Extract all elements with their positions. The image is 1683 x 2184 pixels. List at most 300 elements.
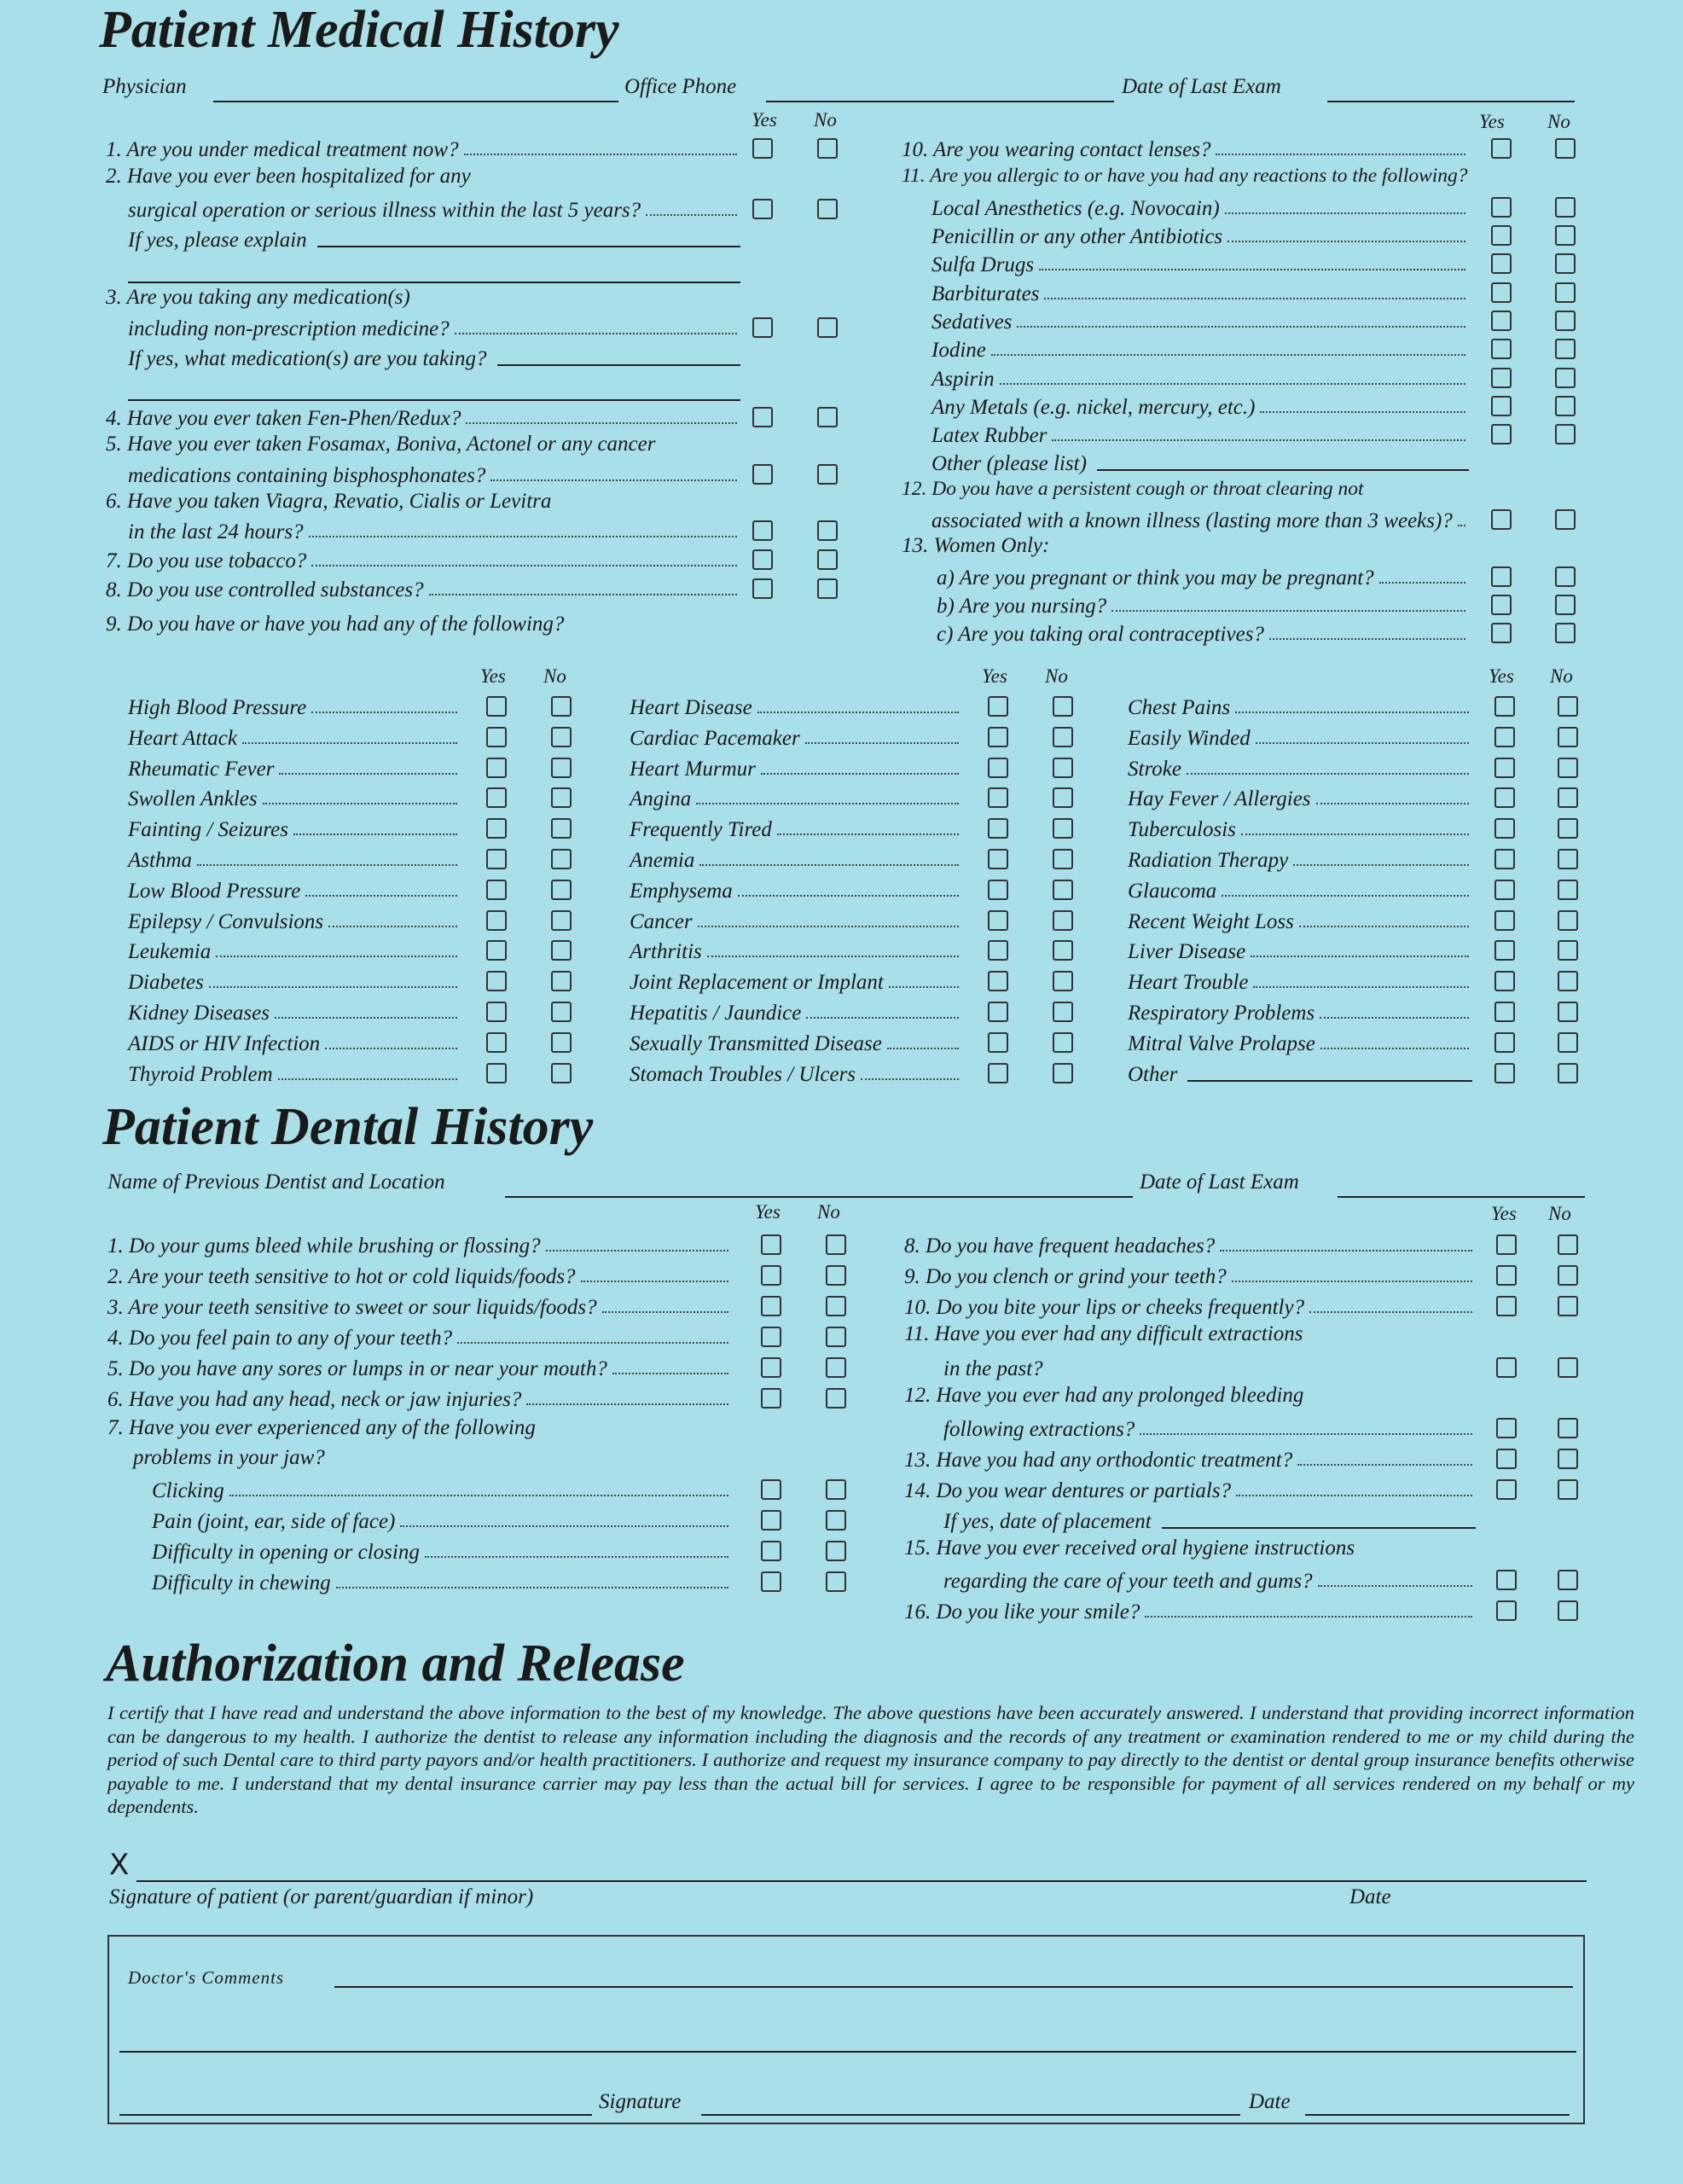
jaw-2-no-checkbox[interactable] [826,1541,846,1561]
conditions_col3-10-no-checkbox[interactable] [1558,1002,1578,1022]
dot-leader [546,1250,728,1252]
dental-q5-label: 5. Do you have any sores or lumps in or near your mouth? [107,1357,607,1380]
allergy-8-no-checkbox[interactable] [1555,424,1576,444]
conditions_col1-11-label: AIDS or HIV Infection [128,1031,321,1055]
conditions_col2-7-no-checkbox[interactable] [1053,910,1073,931]
dental-q8-yes-checkbox[interactable] [1496,1234,1517,1255]
q13a-no-checkbox[interactable] [1555,566,1576,587]
conditions_col3-7-no-checkbox[interactable] [1558,910,1578,931]
conditions_col1-5-no-checkbox[interactable] [551,849,572,869]
dental-q5-yes-checkbox[interactable] [761,1357,781,1378]
conditions_col1-2 [128,752,461,781]
conditions_col2-11-yes-checkbox[interactable] [988,1032,1008,1053]
conditions_col3-4-yes-checkbox[interactable] [1494,818,1515,839]
conditions_col1-3-yes-checkbox[interactable] [486,787,507,808]
conditions_col3-10-yes-checkbox[interactable] [1494,1002,1515,1022]
dot-leader [581,1281,728,1282]
dot-leader [1145,1616,1472,1618]
dental-q12 [943,1413,1476,1442]
prev-dentist-field [505,1196,1133,1198]
conditions_col3-6-yes-checkbox[interactable] [1494,880,1515,900]
dental-q15-yes-checkbox[interactable] [1496,1570,1517,1590]
conditions_col3-2-yes-checkbox[interactable] [1494,758,1515,778]
doctor-date-label: Date [1249,2090,1291,2113]
col2-no-header: No [1045,665,1068,687]
dental-q15 [943,1565,1476,1594]
dental-q3-no-checkbox[interactable] [826,1296,846,1316]
conditions_col3-2-label: Stroke [1128,757,1181,781]
jaw-1 [152,1505,732,1534]
dental-q8-label: 8. Do you have frequent headaches? [904,1234,1216,1258]
conditions_col1-12-label: Thyroid Problem [128,1062,273,1086]
q9-label: 9. Do you have or have you had any of the following? [106,613,565,636]
den-right-no-header: No [1548,1203,1571,1224]
conditions_col2-10-yes-checkbox[interactable] [988,1002,1008,1022]
dot-leader [707,956,959,957]
allergy-2-label: Sulfa Drugs [931,253,1035,276]
dot-leader [278,1078,457,1080]
dental-q12-no-checkbox[interactable] [1558,1418,1578,1438]
allergy-3-no-checkbox[interactable] [1555,282,1576,303]
allergy-5-no-checkbox[interactable] [1555,339,1576,359]
conditions_col2-11-no-checkbox[interactable] [1053,1032,1073,1053]
conditions_col2-10-no-checkbox[interactable] [1053,1002,1073,1022]
dental-q5-no-checkbox[interactable] [826,1357,846,1378]
dental-q10 [904,1291,1476,1320]
conditions_col1-12-no-checkbox[interactable] [551,1063,572,1083]
office-phone-field [766,101,1114,102]
conditions_col1-3 [128,782,461,811]
dot-leader [464,154,737,155]
conditions_col2-1-no-checkbox[interactable] [1053,727,1073,747]
conditions_col2-6-yes-checkbox[interactable] [988,880,1008,900]
conditions_col2-8-no-checkbox[interactable] [1053,940,1073,961]
dental-q14-yes-checkbox[interactable] [1496,1479,1517,1500]
dental-q14-placement [943,1505,1476,1534]
q3-no-checkbox[interactable] [817,317,838,338]
conditions_col3-12-no-checkbox[interactable] [1558,1063,1578,1083]
dental-q14-label: 14. Do you wear dentures or partials? [904,1479,1232,1502]
allergy-1-no-checkbox[interactable] [1555,225,1576,246]
conditions_col1-1 [128,722,461,751]
conditions_col1-0-no-checkbox[interactable] [551,696,572,717]
conditions_col3-4-no-checkbox[interactable] [1558,818,1578,839]
q1-yes-checkbox[interactable] [752,138,773,159]
conditions_col1-1-yes-checkbox[interactable] [486,727,507,747]
q6-no-checkbox[interactable] [817,520,838,541]
allergy-other-label: Other (please list) [931,452,1087,475]
conditions_col1-8-yes-checkbox[interactable] [486,940,507,961]
dot-leader [991,354,1465,356]
jaw-1-no-checkbox[interactable] [826,1510,846,1531]
dot-leader [1227,241,1465,242]
conditions_col1-11-no-checkbox[interactable] [551,1032,572,1053]
answer-line[interactable] [1097,469,1469,471]
dental-last-exam-label: Date of Last Exam [1140,1170,1299,1194]
q13b-yes-checkbox[interactable] [1491,595,1512,615]
conditions_col3-11-label: Mitral Valve Prolapse [1128,1031,1315,1055]
jaw-0-yes-checkbox[interactable] [761,1479,781,1500]
q3-medications [128,342,740,371]
jaw-3-no-checkbox[interactable] [826,1571,846,1592]
dental-q6-label: 6. Have you had any head, neck or jaw injuries? [107,1388,522,1411]
q5-yes-checkbox[interactable] [752,464,773,485]
dot-leader [490,479,737,481]
q6-yes-checkbox[interactable] [752,520,773,541]
conditions_col3-2-no-checkbox[interactable] [1558,758,1578,778]
conditions_col2-2-yes-checkbox[interactable] [988,758,1008,778]
conditions_col2-10-label: Hepatitis / Jaundice [630,1002,802,1025]
conditions_col3-8-yes-checkbox[interactable] [1494,940,1515,961]
q13c-yes-checkbox[interactable] [1491,623,1512,643]
q3-label: including non-prescription medicine? [128,317,450,340]
dental-q2 [107,1260,732,1289]
q8-label: 8. Do you use controlled substances? [106,578,424,601]
jaw-2-label: Difficulty in opening or closing [152,1541,420,1564]
conditions_col3-5-no-checkbox[interactable] [1558,849,1578,869]
conditions_col2-8-yes-checkbox[interactable] [988,940,1008,961]
conditions_col1-2-yes-checkbox[interactable] [486,758,507,778]
conditions_col2-5-yes-checkbox[interactable] [988,849,1008,869]
q8-no-checkbox[interactable] [817,578,838,599]
dental-q4 [107,1321,732,1350]
dental-q16-no-checkbox[interactable] [1558,1600,1578,1621]
allergy-2-no-checkbox[interactable] [1555,253,1576,274]
dental-q15-no-checkbox[interactable] [1558,1570,1578,1590]
q13b-label: b) Are you nursing? [937,595,1107,618]
dot-leader [293,834,457,835]
q12-line1: 12. Do you have a persistent cough or throat clearing not [902,478,1364,500]
dental-q11-no-checkbox[interactable] [1558,1357,1578,1378]
q4 [106,402,740,431]
conditions_col3-6-no-checkbox[interactable] [1558,880,1578,900]
allergy-6-yes-checkbox[interactable] [1491,368,1512,388]
answer-line[interactable] [1187,1080,1472,1082]
dot-leader [1235,712,1469,713]
conditions_col3-1-yes-checkbox[interactable] [1494,727,1515,747]
jaw-3-label: Difficulty in chewing [152,1571,331,1594]
q3-yes-checkbox[interactable] [752,317,773,338]
conditions_col2-3-no-checkbox[interactable] [1053,787,1073,808]
dental-q11-yes-checkbox[interactable] [1496,1357,1517,1378]
allergy-1-label: Penicillin or any other Antibiotics [931,225,1223,248]
conditions_col2-4 [630,813,962,842]
conditions_col1-1-no-checkbox[interactable] [551,727,572,747]
q10-no-checkbox[interactable] [1555,138,1576,159]
dental-q11-line1: 11. Have you ever had any difficult extractions [904,1322,1303,1345]
conditions_col3-1-no-checkbox[interactable] [1558,727,1578,747]
dot-leader [309,536,737,537]
conditions_col2-11-label: Sexually Transmitted Disease [630,1031,882,1055]
dental-q9-yes-checkbox[interactable] [1496,1265,1517,1286]
conditions_col1-9-label: Diabetes [128,971,204,995]
conditions_col1-7-no-checkbox[interactable] [551,910,572,931]
q5-no-checkbox[interactable] [817,464,838,485]
conditions_col3-7-yes-checkbox[interactable] [1494,910,1515,931]
q1-no-checkbox[interactable] [817,138,838,159]
dot-leader [1216,154,1465,155]
conditions_col2-1 [630,722,962,751]
conditions_col2-10 [630,996,962,1025]
conditions_col2-8-label: Arthritis [630,940,702,964]
conditions_col3-11-yes-checkbox[interactable] [1494,1032,1515,1053]
jaw-2 [152,1536,732,1565]
dental-q7-line1: 7. Have you ever experienced any of the following [107,1416,536,1439]
dental-q14 [904,1474,1476,1503]
dot-leader [1458,525,1465,526]
dental-q11-label: in the past? [943,1357,1043,1380]
conditions_col1-6-no-checkbox[interactable] [551,880,572,900]
q3-medications-label: If yes, what medication(s) are you taking? [128,347,487,370]
med-left-no-header: No [814,109,837,131]
dental-q9-no-checkbox[interactable] [1558,1265,1578,1286]
conditions_col1-7-yes-checkbox[interactable] [486,910,507,931]
dental-q9 [904,1260,1476,1289]
jaw-1-yes-checkbox[interactable] [761,1510,781,1531]
conditions_col1-7-label: Epilepsy / Convulsions [128,909,324,933]
dot-leader [1309,1311,1472,1313]
conditions_col2-3-yes-checkbox[interactable] [988,787,1008,808]
jaw-1-label: Pain (joint, ear, side of face) [152,1510,396,1533]
dot-leader [1256,742,1469,744]
conditions_col2-2-no-checkbox[interactable] [1053,758,1073,778]
conditions_col2-4-yes-checkbox[interactable] [988,818,1008,839]
dot-leader [612,1373,728,1374]
q1-label: 1. Are you under medical treatment now? [106,138,459,161]
conditions_col2-6-label: Emphysema [630,879,733,903]
allergy-5-yes-checkbox[interactable] [1491,339,1512,359]
dot-leader [1000,383,1465,385]
conditions_col3-3 [1128,782,1472,811]
answer-line[interactable] [497,364,740,366]
conditions_col1-10-yes-checkbox[interactable] [486,1002,507,1022]
dental-q6-no-checkbox[interactable] [826,1388,846,1409]
dental-q2-yes-checkbox[interactable] [761,1265,781,1286]
dental-q13-no-checkbox[interactable] [1558,1449,1578,1469]
conditions_col1-8 [128,935,461,964]
conditions_col1-0-yes-checkbox[interactable] [486,696,507,717]
patient-signature-label: Signature of patient (or parent/guardian if minor) [109,1885,534,1908]
conditions_col2-9-yes-checkbox[interactable] [988,971,1008,991]
conditions_col2-0-no-checkbox[interactable] [1053,696,1073,717]
q2-yes-checkbox[interactable] [752,199,773,219]
conditions_col1-2-no-checkbox[interactable] [551,758,572,778]
conditions_col3-9-no-checkbox[interactable] [1558,971,1578,991]
dental-q16 [904,1595,1476,1624]
q8-yes-checkbox[interactable] [752,578,773,599]
q10-label: 10. Are you wearing contact lenses? [902,138,1211,161]
dental-q6-yes-checkbox[interactable] [761,1388,781,1409]
conditions_col3-9-yes-checkbox[interactable] [1494,971,1515,991]
allergy-1-yes-checkbox[interactable] [1491,225,1512,246]
conditions_col1-2-label: Rheumatic Fever [128,757,275,781]
conditions_col1-3-no-checkbox[interactable] [551,787,572,808]
allergy-0-no-checkbox[interactable] [1555,197,1576,218]
conditions_col1-6-label: Low Blood Pressure [128,879,301,903]
allergy-0-label: Local Anesthetics (e.g. Novocain) [931,197,1220,220]
answer-line[interactable] [1162,1527,1476,1529]
dental-q12-yes-checkbox[interactable] [1496,1418,1517,1438]
conditions_col3-8-no-checkbox[interactable] [1558,940,1578,961]
q13c-no-checkbox[interactable] [1555,623,1576,643]
q5-line1: 5. Have you ever taken Fosamax, Boniva, Actonel or any cancer [106,433,656,456]
dot-leader [646,214,737,216]
dental-q4-yes-checkbox[interactable] [761,1327,781,1347]
authorization-title: Authorization and Release [106,1635,685,1693]
conditions_col3-3-no-checkbox[interactable] [1558,787,1578,808]
conditions_col3-8-label: Liver Disease [1128,940,1246,964]
q7-no-checkbox[interactable] [817,549,838,570]
q3 [128,312,740,341]
dot-leader [279,773,457,775]
office-phone-label: Office Phone [624,75,737,98]
conditions_col3-11-no-checkbox[interactable] [1558,1032,1578,1053]
q2 [128,194,740,223]
conditions_col2-0-yes-checkbox[interactable] [988,696,1008,717]
conditions_col2-1-yes-checkbox[interactable] [988,727,1008,747]
dental-q10-yes-checkbox[interactable] [1496,1296,1517,1316]
dental-q16-yes-checkbox[interactable] [1496,1600,1517,1621]
conditions_col3-1 [1128,722,1472,751]
dot-leader [806,1017,959,1019]
jaw-2-yes-checkbox[interactable] [761,1541,781,1561]
dental-q13-yes-checkbox[interactable] [1496,1449,1517,1469]
allergy-8-yes-checkbox[interactable] [1491,424,1512,444]
conditions_col2-4-no-checkbox[interactable] [1053,818,1073,839]
patient-date-label: Date [1349,1885,1391,1908]
den-right-yes-header: Yes [1491,1203,1517,1224]
conditions_col3-0-label: Chest Pains [1128,696,1231,719]
conditions_col3-8 [1128,935,1472,964]
conditions_col2-9-no-checkbox[interactable] [1053,971,1073,991]
conditions_col3-0-yes-checkbox[interactable] [1494,696,1515,717]
conditions_col1-6-yes-checkbox[interactable] [486,880,507,900]
prev-dentist-label: Name of Previous Dentist and Location [107,1170,445,1194]
conditions_col3-10-label: Respiratory Problems [1128,1002,1315,1025]
dot-leader [1220,1250,1472,1252]
conditions_col1-4-yes-checkbox[interactable] [486,818,507,839]
q13c [937,618,1469,647]
conditions_col1-11-yes-checkbox[interactable] [486,1032,507,1053]
allergy-4-yes-checkbox[interactable] [1491,311,1512,331]
dot-leader [1232,1281,1472,1282]
conditions_col1-12-yes-checkbox[interactable] [486,1063,507,1083]
dot-leader [216,956,457,957]
conditions_col1-5-yes-checkbox[interactable] [486,849,507,869]
q2-no-checkbox[interactable] [817,199,838,219]
conditions_col2-5-label: Anemia [630,849,695,872]
dot-leader [275,1017,457,1019]
q13a-yes-checkbox[interactable] [1491,566,1512,587]
jaw-0-label: Clicking [152,1479,224,1502]
allergy-2-yes-checkbox[interactable] [1491,253,1512,274]
q7-label: 7. Do you use tobacco? [106,549,307,572]
dental-q3-yes-checkbox[interactable] [761,1296,781,1316]
q12-yes-checkbox[interactable] [1491,509,1512,530]
allergy-6-no-checkbox[interactable] [1555,368,1576,388]
dot-leader [311,565,737,566]
q4-no-checkbox[interactable] [817,407,838,427]
conditions_col3-5-label: Radiation Therapy [1128,849,1289,872]
allergy-7-yes-checkbox[interactable] [1491,396,1512,416]
dot-leader [429,594,737,595]
conditions_col2-7-yes-checkbox[interactable] [988,910,1008,931]
conditions_col2-11 [630,1027,962,1056]
doctor-date-line [1305,2114,1570,2116]
allergy-3-yes-checkbox[interactable] [1491,282,1512,303]
dental-q1-yes-checkbox[interactable] [761,1234,781,1255]
dot-leader [805,742,959,744]
conditions_col1-10-no-checkbox[interactable] [551,1002,572,1022]
jaw-3-yes-checkbox[interactable] [761,1571,781,1592]
conditions_col3-0-no-checkbox[interactable] [1558,696,1578,717]
last-exam-label: Date of Last Exam [1122,75,1281,98]
answer-line[interactable] [317,246,740,247]
conditions_col3-12-label: Other [1128,1062,1178,1086]
dental-q2-no-checkbox[interactable] [826,1265,846,1286]
q12-no-checkbox[interactable] [1555,509,1576,530]
conditions_col2-6 [630,874,962,903]
conditions_col1-9-yes-checkbox[interactable] [486,971,507,991]
authorization-text: I certify that I have read and understand the above information to the best of my knowledge. The above questions have been accurately answered. I understand that providing incorrect information can be dangerous to my health. I authorize the dentist to release any information including the diagnosis and the records of any treatment or examination rendered to me or my child during the period of such Dental care to third party payors and/or health practitioners. I authorize and request my insurance company to pay directly to the dentist or dental group insurance benefits otherwise payable to me. I understand that my dental insurance carrier may pay less than the actual bill for services. I agree to be responsible for payment of all services rendered on my behalf or my dependents. [107,1702,1634,1817]
dental-q8-no-checkbox[interactable] [1558,1234,1578,1255]
conditions_col2-12-yes-checkbox[interactable] [988,1063,1008,1083]
conditions_col2-6-no-checkbox[interactable] [1053,880,1073,900]
dental-q10-no-checkbox[interactable] [1558,1296,1578,1316]
conditions_col1-9-no-checkbox[interactable] [551,971,572,991]
conditions_col3-3-yes-checkbox[interactable] [1494,787,1515,808]
conditions_col1-8-no-checkbox[interactable] [551,940,572,961]
conditions_col3-12-yes-checkbox[interactable] [1494,1063,1515,1083]
conditions_col2-12-no-checkbox[interactable] [1053,1063,1073,1083]
conditions_col2-3 [630,782,962,811]
dot-leader [1222,895,1469,897]
dot-leader [1320,1048,1469,1049]
allergy-4-no-checkbox[interactable] [1555,311,1576,331]
dot-leader [1241,834,1469,835]
dental-q10-label: 10. Do you bite your lips or cheeks frequently? [904,1296,1305,1319]
q13b-no-checkbox[interactable] [1555,595,1576,615]
allergy-0-yes-checkbox[interactable] [1491,197,1512,218]
q13a-label: a) Are you pregnant or think you may be pregnant? [937,566,1374,590]
allergy-3-label: Barbiturates [931,282,1040,305]
allergy-1 [931,220,1469,249]
jaw-0-no-checkbox[interactable] [826,1479,846,1500]
q7-yes-checkbox[interactable] [752,549,773,570]
q4-label: 4. Have you ever taken Fen-Phen/Redux? [106,407,461,430]
q10-yes-checkbox[interactable] [1491,138,1512,159]
doctor-comments-line1 [334,1986,1573,1988]
doctor-signature-label: Signature [599,2090,682,2113]
conditions_col2-5-no-checkbox[interactable] [1053,849,1073,869]
medical-history-title: Patient Medical History [99,1,619,59]
dot-leader [1316,803,1469,804]
conditions_col1-4-no-checkbox[interactable] [551,818,572,839]
dot-leader [738,895,959,897]
dental-q1-no-checkbox[interactable] [826,1234,846,1255]
dot-leader [1260,411,1465,413]
conditions_col1-8-label: Leukemia [128,940,212,964]
allergy-7-no-checkbox[interactable] [1555,396,1576,416]
conditions_col2-0 [630,691,962,720]
dental-q14-no-checkbox[interactable] [1558,1479,1578,1500]
dental-q2-label: 2. Are your teeth sensitive to hot or cold liquids/foods? [107,1265,576,1288]
q4-yes-checkbox[interactable] [752,407,773,427]
dot-leader [328,926,457,927]
conditions_col3-5-yes-checkbox[interactable] [1494,849,1515,869]
dental-q4-no-checkbox[interactable] [826,1327,846,1347]
q13c-label: c) Are you taking oral contraceptives? [937,623,1264,646]
